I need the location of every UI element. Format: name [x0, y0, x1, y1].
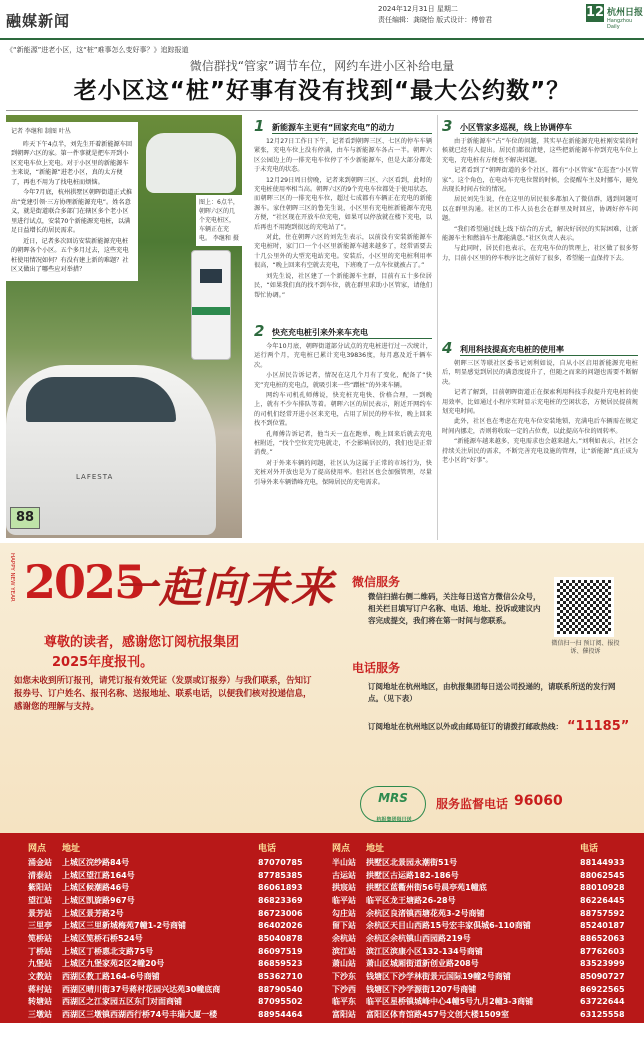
section-rule [272, 338, 432, 339]
paragraph: 对于外来车辆的问题，社区认为这属于正常的市场行为，快充桩对外开放也是为了提高使用率。但社区也会加强管理，尽量引导外来车辆错峰充电，保障居民的充电需求。 [254, 459, 432, 486]
table-row [28, 856, 318, 869]
phone-service-text-2: 订阅地址在杭州地区以外或由邮局征订的请拨打邮政热线： [368, 722, 563, 731]
col-header-outlet: 网点 [332, 844, 351, 854]
series-line: 《“新能源”进老小区，这“桩”难事怎么变好事？》追踪报道 [6, 46, 189, 54]
article-intro [6, 122, 138, 281]
outlet-phone: 64784675 [580, 1035, 625, 1045]
outlet-table-right [332, 841, 636, 1059]
year-2025: 2025 [24, 555, 145, 609]
outlet-address: 临平区星桥镇城峰中心4幢5号九月2幢3-3商铺 [366, 997, 534, 1007]
license-plate: 88 [10, 507, 40, 529]
table-row [332, 1034, 636, 1047]
date-line [378, 4, 492, 26]
paragraph: 记者了解到，目前朝晖街道正在探索利用科技手段提升充电桩的使用效率，比如通过小程序实时显示充电桩的空闲状态，方便居民提前规划充电时间。 [442, 389, 638, 416]
outlet-phone: 86723006 [258, 908, 303, 918]
outlet-name: 淳安站 [332, 1048, 356, 1058]
ad-top-panel [0, 543, 644, 833]
section-number: 2 [254, 322, 265, 340]
outlet-phone: 85040878 [258, 933, 303, 943]
charger-screen [200, 269, 222, 283]
outlet-phone: 85090727 [580, 972, 625, 982]
section-title: 小区管家多巡视，线上协调停车 [460, 123, 572, 132]
outlet-address: 西湖区晴川街37号蒋村花园兴达苑30幢底商 [62, 984, 221, 994]
table-row [28, 894, 318, 907]
intro-paragraph: 近日，记者多次回访安装新能源充电桩的朝晖各个小区。五个多月过去，这些充电桩使用情况如何？有没有建上新的难题？社区又做出了哪些应对举措？ [11, 237, 129, 273]
phone-service-title: 电话服务 [352, 661, 401, 675]
outlet-name: 涌金站 [28, 857, 52, 867]
paragraph: 朝晖三区等联社区委书记刘利如说，自从小区启用新能源充电桩后，明显感觉到居民的满意度提升了，但随之而来的问题也需要不断解决。 [442, 360, 638, 386]
outlet-phone: 85240187 [580, 921, 625, 931]
intro-paragraph: 昨天下午4点半，刘先生开着新能源车回到朝晖六区的家。第一件事就是把车开到小区充电车位上充电。对于小区里的新能源车主来说，“新能源”进老小区，真的太方便了，再也不用为了找电桩而烦恼。 [11, 140, 133, 186]
outlet-name: 拱宸站 [332, 883, 356, 893]
table-row [332, 945, 636, 958]
ad-subscribe-line: 2025年度报刊。 [52, 655, 154, 670]
table-row [28, 1046, 318, 1059]
outlet-address: 余杭区余杭镇山西园路219号 [366, 933, 471, 943]
table-row [28, 945, 318, 958]
table-row [332, 1008, 636, 1021]
section-number: 1 [254, 117, 265, 135]
paragraph: 今年10月底，朝晖街道部分试点的充电桩进行过一次统计，运行两个月，充电桩已累计充电39836度，每月惠及近千辆车次。 [254, 343, 432, 369]
table-row [332, 856, 636, 869]
outlet-name: 桐庐站 [332, 1022, 356, 1032]
outlet-phone: 86097519 [258, 946, 303, 956]
section-body-2 [254, 342, 432, 538]
outlet-phone: 86226445 [580, 895, 625, 905]
paragraph: 网约车司机孔师傅说，快充桩充电快、价格合理，一到晚上，就有不少车排队等着。朝晖六区的居民表示，附近开网约车的司机们经常开进小区来充电，占用了居民的停车位，晚上回来找不到位置。 [254, 392, 432, 428]
outlet-address: 上城区凯旋路967号 [62, 895, 135, 905]
outlet-name: 三墩站 [28, 1010, 52, 1020]
outlet-address: 西湖区教工路164-6号商铺 [62, 972, 160, 982]
outlet-name: 下沙西 [332, 984, 356, 994]
outlet-phone: 88757592 [580, 908, 625, 918]
table-row [332, 894, 636, 907]
section-body-1 [254, 137, 432, 317]
section-body-3 [442, 137, 638, 335]
headline-divider [6, 110, 638, 111]
outlet-phone: 88010928 [580, 883, 625, 893]
outlet-name: 九堡站 [28, 959, 52, 969]
outlet-name: 古运站 [332, 870, 356, 880]
paper-logo: 杭州日报 [607, 8, 644, 18]
outlet-name: 景芳站 [28, 908, 52, 918]
table-row [28, 958, 318, 971]
table-row [332, 1046, 636, 1059]
section-heading-3 [442, 118, 638, 136]
outlet-name: 留下站 [332, 921, 356, 931]
happy-new-year-text: HAPPY NEW YEAR [9, 553, 15, 602]
table-row [332, 996, 636, 1009]
outlet-phone: 86922565 [580, 984, 625, 994]
outlet-name: 建德站 [332, 1035, 356, 1045]
date: 2024年12月31日 星期二 [378, 5, 458, 13]
wechat-service-text: 微信扫描右侧二维码，关注每日送官方微信公众号，相关栏目填写订户名称、电话、地址、投诉或建议内容完成提交，我们将在第一时间与您联系。 [368, 592, 541, 625]
paragraph: 此外，社区也在考虑在充电车位安装地锁，充满电后车辆需在规定时间内挪走，否则将收取一定的占位费，以此提高车位的周转率。 [442, 418, 638, 435]
outlet-address: 钱塘区下沙学源街1207号商铺 [366, 984, 477, 994]
outlet-phone: 86402026 [258, 921, 303, 931]
outlet-address: 钱塘区下沙学林街景元国际19幢2号商铺 [366, 972, 511, 982]
article-headline: 老小区这“桩”好事有没有找到“最大公约数”？ [73, 78, 571, 104]
outlet-phone: 88954464 [258, 1010, 303, 1020]
section-number: 4 [442, 339, 453, 357]
outlet-address: 上城区浣纱路84号 [62, 857, 130, 867]
outlet-address: 上城区九堡家苑2区2幢20号 [62, 959, 165, 969]
table-row [28, 919, 318, 932]
outlet-name: 富阳站 [332, 1010, 356, 1020]
qr-code[interactable] [554, 577, 614, 637]
postal-hotline: “11185” [567, 719, 630, 734]
outlet-address: 桐庐县中杭路342号 [366, 1022, 439, 1032]
outlet-phone: 85787500 [258, 1048, 303, 1058]
outlet-address: 拱墅区新市街53号朝晖四区46幢底 [62, 1035, 189, 1045]
table-row [28, 970, 318, 983]
outlet-phone: 63125558 [580, 1010, 625, 1020]
section-title: 利用科技提高充电桩的使用率 [460, 345, 564, 354]
outlet-address: 西湖区三墩镇西湖西行桥74号丰瑞大厦一楼 [62, 1010, 218, 1020]
paragraph: 刘先生说，社区建了一个新能源车主群，目前有五十多位居民，“如果我们真的找不到车位，就在群里求助小区管家，请他们帮忙协调。” [254, 272, 432, 299]
section-title: 快充充电桩引来外来车充电 [272, 328, 368, 337]
phone-service-text-1: 订阅地址在杭州地区，由杭报集团每日送公司投递的，请联系所送的发行网点。（见下表） [368, 682, 616, 703]
subscription-ad [0, 543, 644, 1058]
paragraph: 12月27日工作日下午，记者看到朝晖三区、七区的停车车辆紧张，充电车位上没有停满，由车与新能源车各占一半。朝晖六区公园边上的一排充电车位停了不少新能源车，但是大部分都处于未充电的状态。 [254, 138, 432, 174]
table-row [332, 919, 636, 932]
table-row [332, 869, 636, 882]
outlet-name: 丁桥站 [28, 946, 52, 956]
table-row [28, 907, 318, 920]
section-title: 融媒新闻 [6, 12, 71, 30]
paragraph: “我们希望通过线上线下结合的方式，解决好居民的实际困难，让新能源车主和燃油车主都能满意。”社区负责人表示。 [442, 225, 638, 243]
outlet-address: 萧山区城厢街道新创业路208号 [366, 959, 479, 969]
outlet-name: 望江站 [28, 895, 52, 905]
photo-caption: 图上：6点半，朝晖六区的几个充电桩区，车辆正在充电。 李继和 摄 [196, 195, 242, 246]
outlet-address: 西湖区之江家园五区东门对面商铺 [62, 997, 182, 1007]
table-row [28, 1021, 318, 1034]
outlet-name: 朝晖站 [28, 1035, 52, 1045]
outlet-phone: 86823369 [258, 895, 303, 905]
section-title: 新能源车主更有“回家充电”的动力 [272, 123, 395, 132]
outlet-phone: 87785385 [258, 870, 303, 880]
service-hotline-number: 96060 [514, 793, 563, 809]
col-header-phone: 电话 [258, 844, 277, 854]
outlet-phone: 85181840 [258, 1022, 303, 1032]
outlet-name: 临平东 [332, 997, 356, 1007]
section-rule [272, 133, 432, 134]
table-row [28, 869, 318, 882]
outlet-table-left [28, 841, 318, 1059]
service-hotline-label: 服务监督电话 [436, 797, 509, 811]
outlet-address: 上城区候潮路46号 [62, 883, 130, 893]
table-row [28, 996, 318, 1009]
outlet-name: 蒋村站 [28, 984, 52, 994]
outlet-address: 上城区望江路164号 [62, 870, 135, 880]
section-rule [460, 355, 638, 356]
paper-logo-en: Hangzhou Daily [607, 18, 633, 30]
outlet-phone: 87095502 [258, 997, 303, 1007]
mrs-logo-text: MRS [378, 791, 408, 805]
outlet-name: 下沙东 [332, 972, 356, 982]
outlet-address: 滨江区滨康小区132-134号商铺 [366, 946, 483, 956]
outlet-phone: 87070785 [258, 857, 303, 867]
outlet-phone: 88062545 [580, 870, 625, 880]
outlet-address: 拱墅区白石巷40号三塘兰苑10幢底 [62, 1048, 189, 1058]
outlet-address: 拱墅区蓝衢州街56号晨亭苑1幢底 [366, 883, 487, 893]
outlet-phone: 88652063 [580, 933, 625, 943]
table-row [28, 1008, 318, 1021]
reporter-byline: 记者 李继和 制图 叶丛 [11, 128, 71, 135]
outlet-name: 转塘站 [28, 997, 52, 1007]
paragraph: 小区居民告诉记者，情况在这几个月有了变化，配备了“快充”充电桩的充电点，就吸引来一些“蹭桩”的外来车辆。 [254, 372, 432, 389]
section-heading-1 [254, 118, 432, 136]
table-row [332, 970, 636, 983]
outlet-address: 上城区笕桥石桥524号 [62, 933, 143, 943]
outlet-phone: 86859523 [258, 959, 303, 969]
outlet-address: 余杭区良渚镇西塘花苑3-2号商铺 [366, 908, 485, 918]
outlet-phone: 86061893 [258, 883, 303, 893]
outlet-name: 临平站 [332, 895, 356, 905]
calligraphy-slogan: 一起向未来 [115, 563, 336, 612]
outlet-name: 滨江站 [332, 946, 356, 956]
charging-pile-image [191, 250, 231, 360]
outlet-address: 上城区景芳路2号 [62, 908, 124, 918]
outlet-address: 上城区三里新城梅苑7幢1-2号商铺 [62, 921, 187, 931]
outlet-phone: 63722644 [580, 997, 625, 1007]
table-row [332, 881, 636, 894]
outlet-phone: 85362710 [258, 972, 303, 982]
table-row [28, 1034, 318, 1047]
outlet-name: 半山站 [332, 857, 356, 867]
car-logo: LAFESTA [76, 473, 114, 481]
outlet-address: 富阳区体育馆路457号文创大楼1509室 [366, 1010, 509, 1020]
outlet-address: 建德市新安江镇江滨路52号 [366, 1035, 466, 1045]
table-row [332, 907, 636, 920]
outlet-address: 临平区龙王塘路26-28号 [366, 895, 456, 905]
paragraph: 与此同时，居民们也表示，在充电车位的管理上，社区做了很多努力，目前小区里的停车秩序比之前好了很多，希望能一直保持下去。 [442, 245, 638, 262]
ad-greeting: 尊敬的读者，感谢您订阅杭报集团 [44, 635, 240, 650]
outlet-name: 笕桥站 [28, 933, 52, 943]
outlet-phone: 83523999 [580, 959, 625, 969]
outlet-address: 余杭区天目山西路15号宏丰家俱城6-110商铺 [366, 921, 531, 931]
table-row [332, 958, 636, 971]
outlet-name: 文教站 [28, 972, 52, 982]
outlet-name: 紫阳站 [28, 883, 52, 893]
section-number: 3 [442, 117, 453, 135]
paragraph: 对此，住在朝晖六区的刘先生表示，以前没有安装新能源车充电桩时，家门口一个小区里新能源车越来越多了，经常需要去十几公里外的大型充电站充电。安装后，小区里的充电桩利用率很高，“晚上回来有空就去充电，下班晚了一点车位就被占了。” [254, 234, 432, 270]
page-number: 12 [586, 5, 605, 20]
wechat-service-title: 微信服务 [352, 575, 401, 589]
editors: 责任编辑：龚晓怡 版式设计：傅曾君 [378, 16, 493, 24]
table-row [332, 932, 636, 945]
outlet-phone: 64813750 [580, 1048, 625, 1058]
section-body-4 [442, 359, 638, 538]
ad-body-text: 如您未收到所订报刊，请凭订报有效凭证（发票或订报券）与我们联系，告知订报券号、订户姓名、报刊名称、送报地址、联系电话，以便我们核对投递信息，感谢您的理解与支持。 [14, 676, 312, 712]
outlet-phone: 85131890 [258, 1035, 303, 1045]
qr-caption: 微信扫一扫 预订阅、报投诉、催投诉 [551, 640, 620, 655]
table-row [28, 932, 318, 945]
section-heading-4 [442, 340, 638, 358]
paragraph: 记者看到了“朝晖街道的多个社区，都有“小区管家”在巡查“小区管家”。这个角色，在电动车充电位置的时候，会提醒车主及时挪车，避免出现长时间占位的情况。 [442, 167, 638, 194]
table-row [332, 983, 636, 996]
paragraph: “新能源车越来越多，充电需求也会越来越大。”刘利如表示，社区会持续关注居民的需求，不断完善充电设施的管理，让“新能源”真正成为老小区的“好事”。 [442, 438, 638, 465]
outlet-name: 潮鸣站 [28, 1022, 52, 1032]
article-subhead: 微信群找“管家”调节车位，网约车进小区补给电量 [189, 59, 455, 73]
paragraph: 12月29日周日傍晚，记者来到朝晖三区、六区看到，此时的充电桩使用率相当高。朝晖六区的9个充电车位都处于使用状态，而朝晖三区的一排充电车位，超过七成都有车辆正在充电的新能源车。家住朝晖三区的鲁先生说，小区里有充电桩新能源车充电方便，“社区现在开放车位充电，如果可以停放就在楼下充电，以后再也不用跑到很远的充电站了”。 [254, 176, 432, 231]
page-header [0, 0, 644, 40]
paragraph: 孔师傅告诉记者，他当天一直在跑单，晚上回来后就去充电桩附近，“找个空位充完电就走，不会影响居民的，我们也是正常消费。” [254, 430, 432, 457]
outlet-name: 勾庄站 [332, 908, 356, 918]
outlet-name: 三里亭 [28, 921, 52, 931]
outlet-phone: 88144933 [580, 857, 625, 867]
outlet-address: 拱墅区北景园永潮街51号 [366, 857, 458, 867]
outlet-name: 余杭站 [332, 933, 356, 943]
outlet-name: 清泰站 [28, 870, 52, 880]
outlet-address: 拱墅区东园街33号 [62, 1022, 130, 1032]
car-window [26, 377, 176, 422]
outlet-address: 拱墅区古运路182-186号 [366, 870, 459, 880]
col-header-phone: 电话 [580, 844, 599, 854]
table-row [28, 983, 318, 996]
col-header-address: 地址 [62, 844, 81, 854]
paragraph: 居民刘先生说，住在这里的居民很多都加入了微信群，遇到问题可以在群里沟通。社区的工作人员也会在群里及时回应，协调好停车问题。 [442, 196, 638, 223]
outlet-address: 上城区丁桥惠北支路75号 [62, 946, 154, 956]
outlet-name: 萧山站 [332, 959, 356, 969]
col-header-outlet: 网点 [28, 844, 47, 854]
section-heading-2 [254, 323, 432, 341]
outlet-name: 三塘站 [28, 1048, 52, 1058]
outlet-phone: 88790540 [258, 984, 303, 994]
outlet-phone: 87762603 [580, 946, 625, 956]
col-header-address: 地址 [366, 844, 385, 854]
intro-paragraph: 今年7月底，杭州拱墅区朝晖街道正式推出“党建引领·三方协理新能源充电”。姓名意义，就是街道联合多部门在辖区多个老小区里进行试点，安装70个新能源充电桩，以满足日益增长的居民需求。 [11, 189, 133, 234]
parked-car-image [146, 133, 236, 193]
table-row [332, 1021, 636, 1034]
column-divider [437, 115, 438, 540]
table-row [28, 881, 318, 894]
outlet-address: 淳安县千岛湖镇人民路38-9号 [366, 1048, 475, 1058]
charger-stripe [192, 307, 230, 315]
mrs-logo [360, 786, 426, 822]
outlet-phone: 64213420 [580, 1022, 625, 1032]
section-rule [460, 133, 638, 134]
paragraph: 由于新能源车“占”车位的问题，其实早在新能源充电桩刚安装的时候就已经有人提出。居民们都很清楚，这些把新能源车停到充电车位上充电，充电桩有方便也不解决问题。 [442, 138, 638, 164]
mrs-logo-sub: 杭报集团每日送 [376, 817, 412, 823]
